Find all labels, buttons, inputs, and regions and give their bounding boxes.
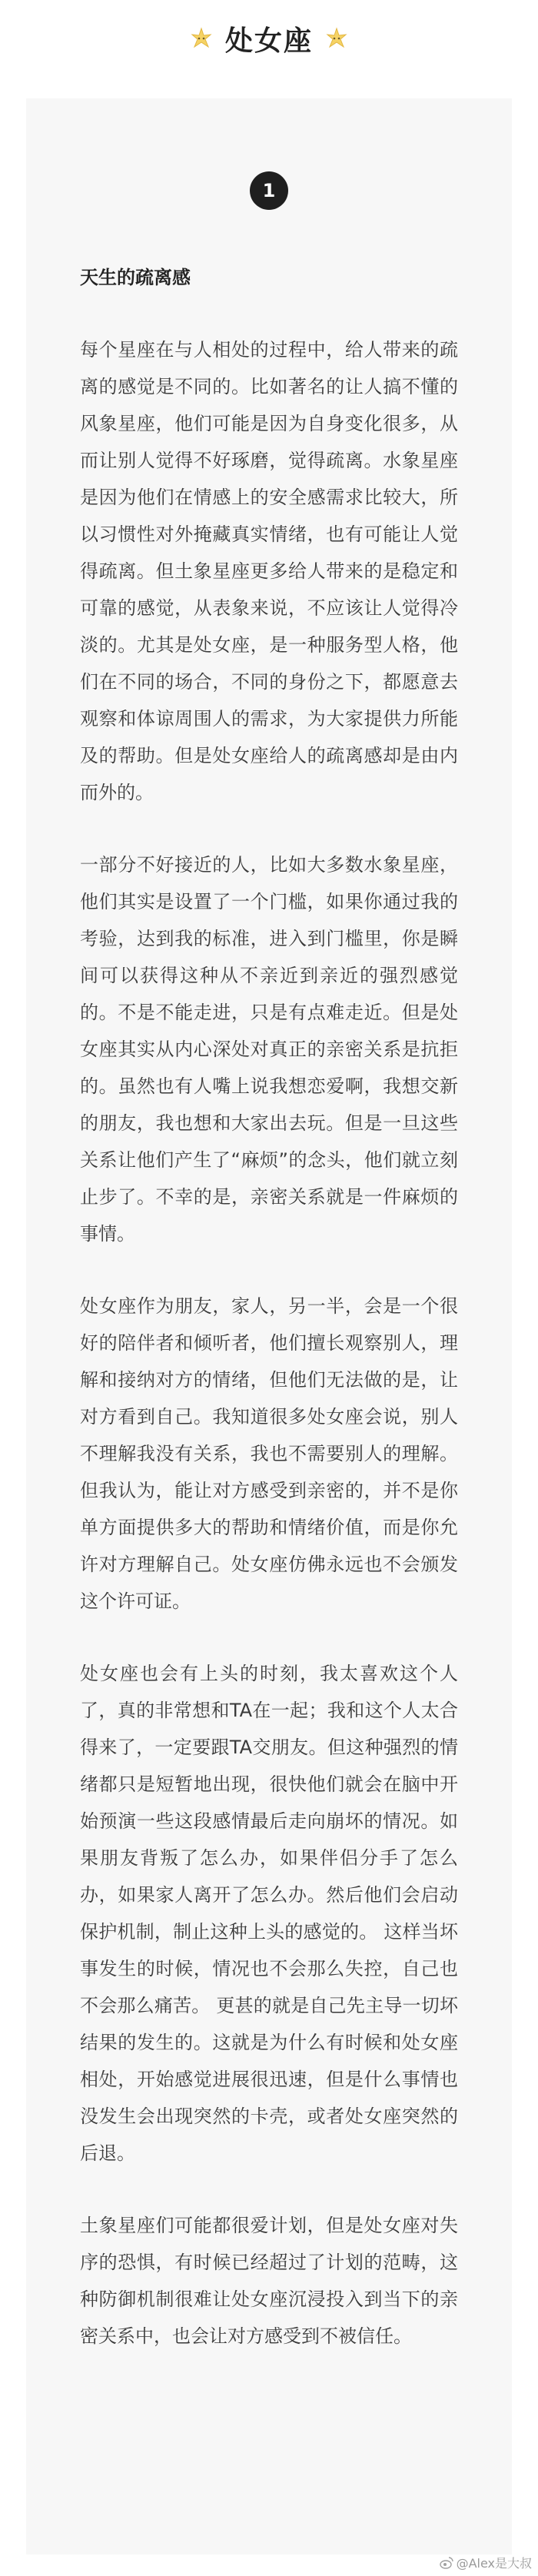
page-title: 处女座 <box>224 25 313 57</box>
article-paragraph: 处女座也会有上头的时刻，我太喜欢这个人了，真的非常想和TA在一起；我和这个人太合得来了，一定要跟TA交朋友。但这种强烈的情绪都只是短暂地出现，很快他们就会在脑中开始预演一些这段感情最后走向崩坏的情况。如果朋友背叛了怎么办，如果伴侣分手了怎么办，如果家人离开了怎么办。然后他们会启动保护机制，制止这种上头的感觉的。 这样当坏事发生的时候，情况也不会那么失控，自己也不会那么痛苦。 更甚的就是自己先主导一切坏结果的发生的。这就是为什么有时候和处女座相处，开始感觉进展很迅速，但是什么事情也没发生会出现突然的卡壳，或者处女座突然的后退。 <box>80 1663 458 2164</box>
article-paragraph: 每个星座在与人相处的过程中，给人带来的疏离的感觉是不同的。比如著名的让人搞不懂的风象星座，他们可能是因为自身变化很多，从而让别人觉得不好琢磨，觉得疏离。水象星座是因为他们在情感上的安全感需求比较大，所以习惯性对外掩藏真实情绪，也有可能让人觉得疏离。但土象星座更多给人带来的是稳定和可靠的感觉，从表象来说，不应该让人觉得冷淡的。尤其是处女座，是一种服务型人格，他们在不同的场合，不同的身份之下，都愿意去观察和体谅周围人的需求，为大家提供力所能及的帮助。但是处女座给人的疏离感却是由内而外的。 <box>80 339 458 803</box>
section-number-badge: 1 <box>250 171 288 210</box>
sparkle-star-icon <box>188 25 214 52</box>
watermark <box>440 2554 532 2571</box>
page-header <box>0 0 538 77</box>
section-heading: 天生的疏离感 <box>80 267 191 288</box>
article-paragraph: 土象星座们可能都很爱计划，但是处女座对失序的恐惧，有时候已经超过了计划的范畴，这种防御机制很难让处女座沉浸投入到当下的亲密关系中，也会让对方感受到不被信任。 <box>80 2215 458 2347</box>
article-paragraph: 处女座作为朋友，家人，另一半，会是一个很好的陪伴者和倾听者，他们擅长观察别人，理解和接纳对方的情绪，但他们无法做的是，让对方看到自己。我知道很多处女座会说，别人不理解我没有关系，我也不需要别人的理解。但我认为，能让对方感受到亲密的，并不是你单方面提供多大的帮助和情绪价值，而是你允许对方理解自己。处女座仿佛永远也不会颁发这个许可证。 <box>80 1295 458 1612</box>
weibo-icon <box>440 2556 453 2570</box>
watermark-text: @Alex是大叔 <box>456 2556 532 2571</box>
article-paragraph: 一部分不好接近的人，比如大多数水象星座，他们其实是设置了一个门槛，如果你通过我的考验，达到我的标准，进入到门槛里，你是瞬间可以获得这种从不亲近到亲近的强烈感觉的。不是不能走进，只是有点难走近。但是处女座其实从内心深处对真正的亲密关系是抗拒的。虽然也有人嘴上说我想恋爱啊，我想交新的朋友，我也想和大家出去玩。但是一旦这些关系让他们产生了“麻烦”的念头，他们就立刻止步了。不幸的是，亲密关系就是一件麻烦的事情。 <box>80 854 458 1245</box>
sparkle-star-icon <box>324 25 350 52</box>
article-card <box>26 98 512 2554</box>
